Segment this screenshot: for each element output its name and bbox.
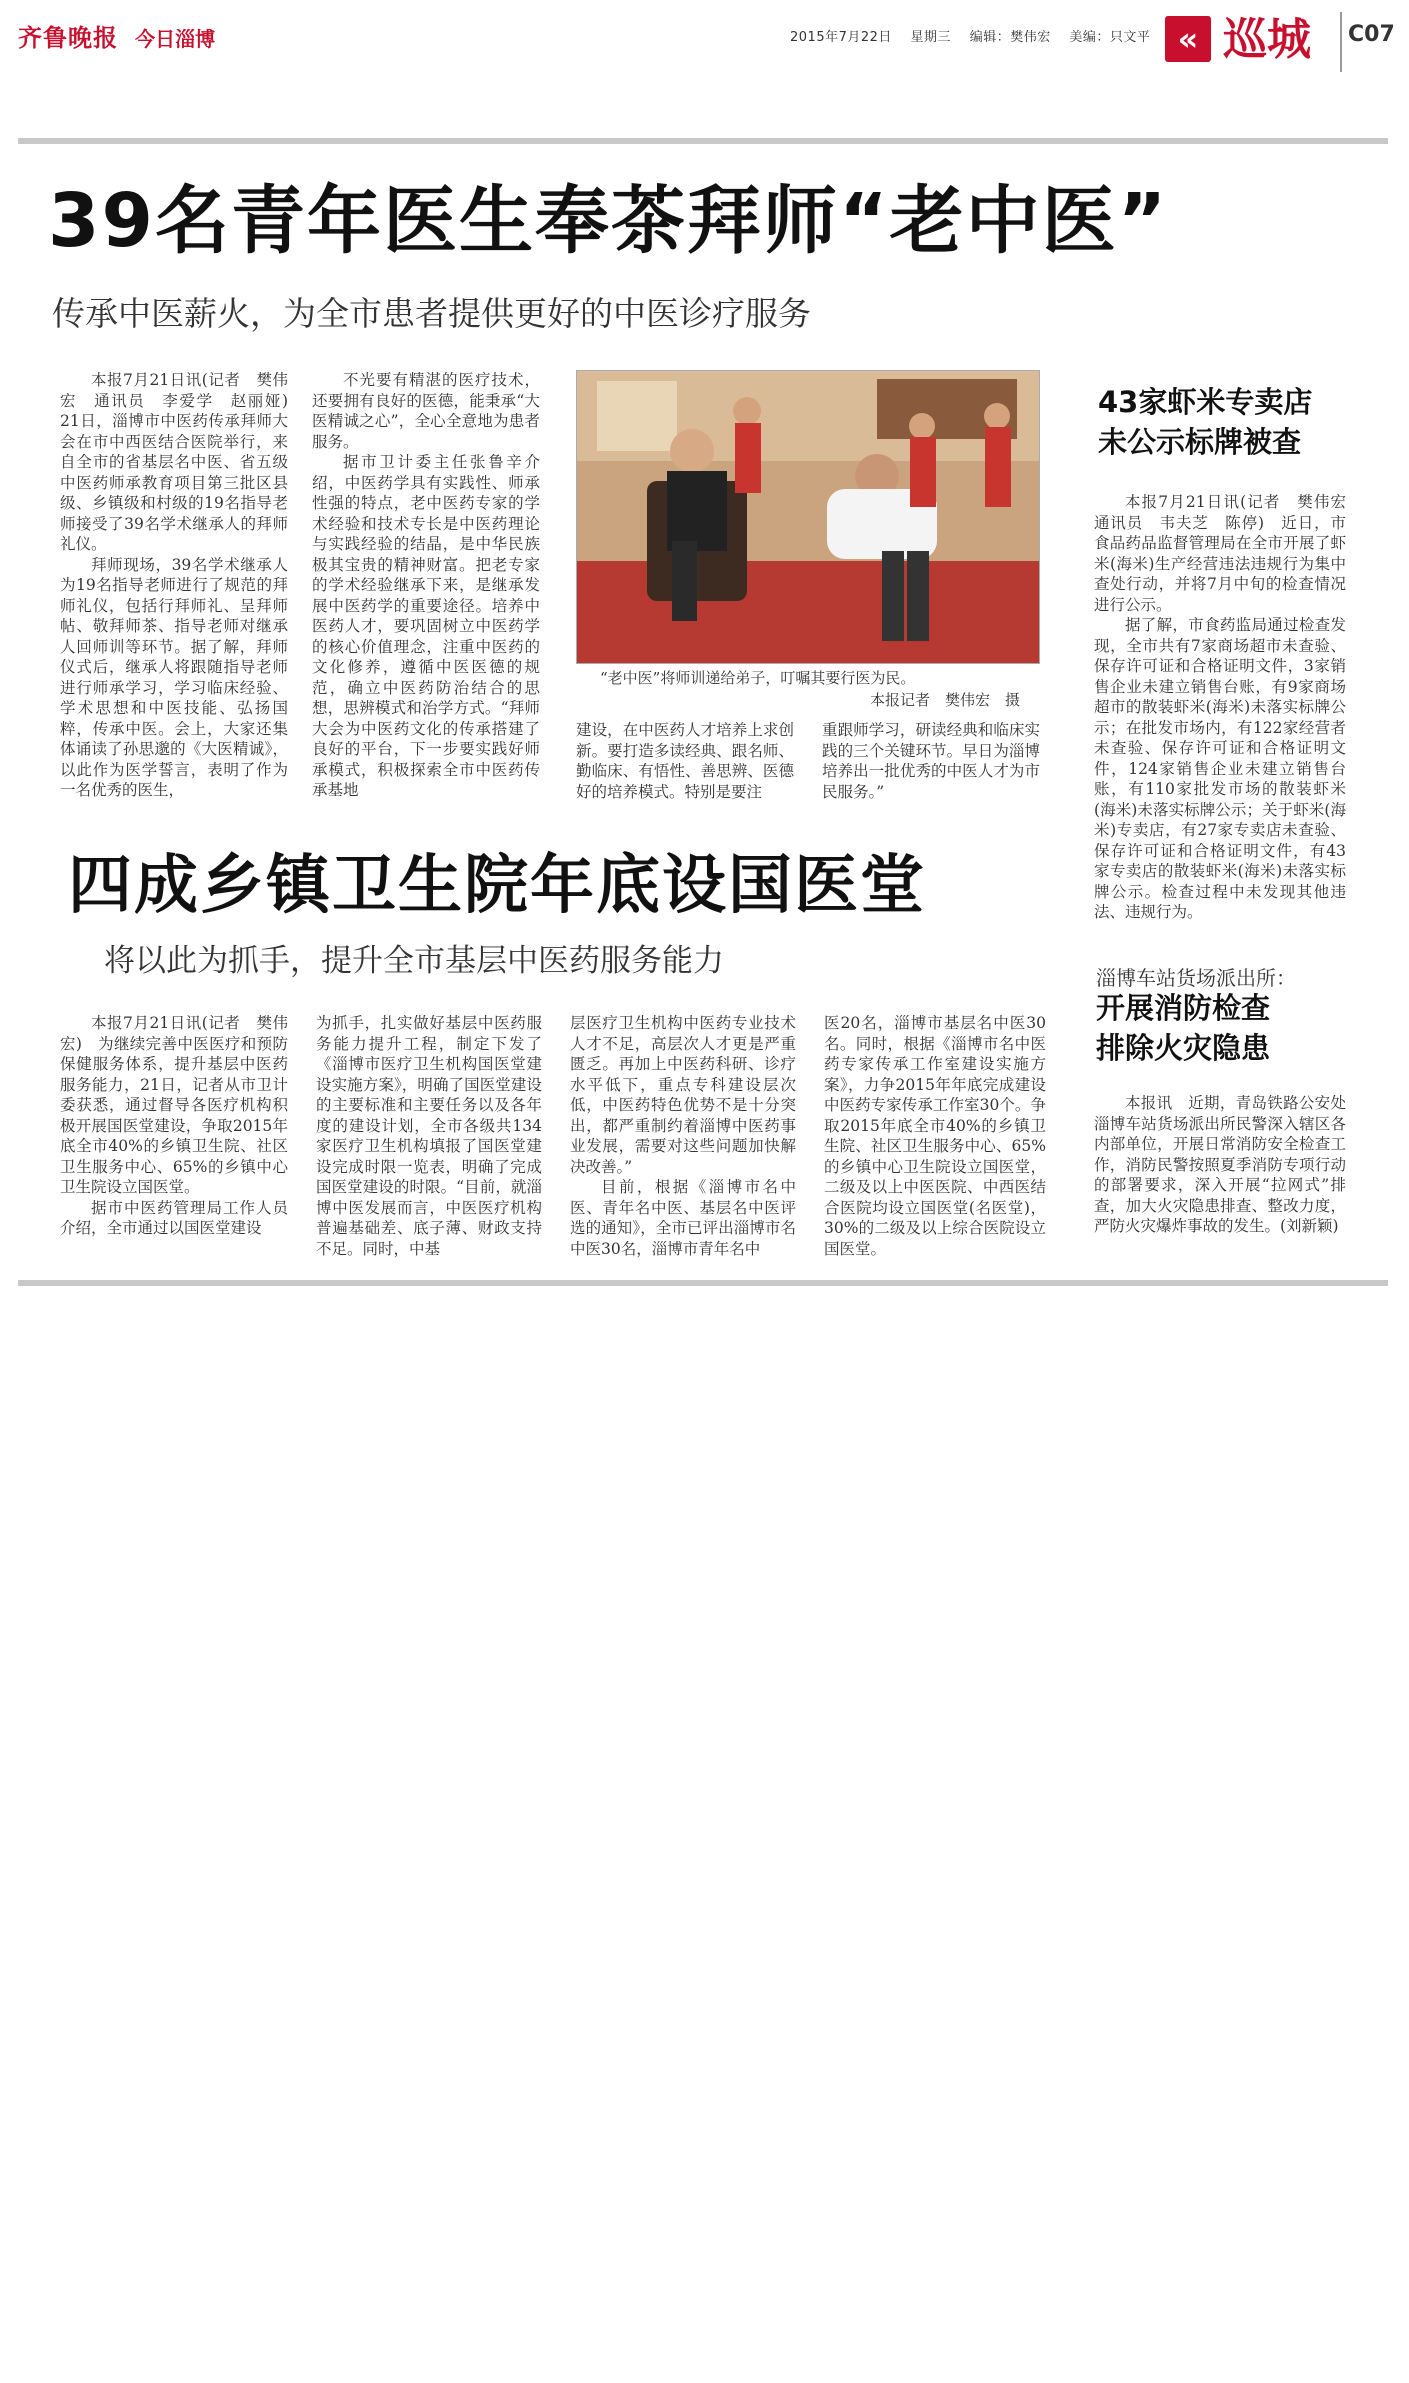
paragraph: 据市中医药管理局工作人员介绍，全市通过以国医堂建设 <box>60 1198 288 1237</box>
side2-kicker: 淄博车站货场派出所： <box>1096 966 1296 990</box>
side1-title-line2: 未公示标牌被查 <box>1098 425 1302 459</box>
chevron-left-icon: « <box>1165 16 1211 62</box>
photo-credit: 本报记者 樊伟宏 摄 <box>870 691 1021 709</box>
paragraph: 本报7月21日讯(记者 樊伟宏 通讯员 李爱学 赵丽娅) 21日，淄博市中医药传承拜师大会在市中西医结合医院举行，来自全市的省基层名中医、省五级中医药师承教育项目第三批区县级、乡镇级和村级的19名指导老师接受了39名学术继承人的拜师礼仪。 <box>60 371 304 553</box>
article1-subhead: 传承中医薪火，为全市患者提供更好的中医诊疗服务 <box>52 294 811 333</box>
dateline-editor: 编辑：樊伟宏 <box>969 30 1051 45</box>
paragraph: 本报讯 近期，青岛铁路公安处淄博车站货场派出所民警深入辖区各内部单位，开展日常消防安全检查工作，消防民警按照夏季消防专项行动的部署要求，深入开展“拉网式”排查，加大火灾隐患排查、整改力度，严防火灾爆炸事故的发生。(刘新颖) <box>1094 1094 1346 1235</box>
paragraph: 为抓手，扎实做好基层中医药服务能力提升工程，制定下发了《淄博市医疗卫生机构国医堂建设实施方案》，明确了国医堂建设的主要标准和主要任务以及各年度的建设计划，全市各级共134家医疗卫生机构填报了国医堂建设完成时限一览表，明确了完成国医堂建设的时限。“目前，就淄博中医发展而言，中医医疗机构普遍基础差、底子薄、财政支持不足。同时，中基 <box>316 1014 542 1258</box>
dateline <box>790 26 1164 45</box>
paragraph: 层医疗卫生机构中医药专业技术人才不足，高层次人才更是严重匮乏。再加上中医药科研、诊疗水平低下，重点专科建设层次低，中医药特色优势不是十分突出，都严重制约着淄博中医药事业发展，需要对这些问题加快解决改善。” <box>570 1014 796 1176</box>
article2-column-2 <box>316 1013 542 1259</box>
masthead <box>18 18 216 52</box>
paragraph: 据了解，市食药监局通过检查发现，全市共有7家商场超市未查验、保存许可证和合格证明文件，3家销售企业未建立销售台账，有9家商场超市的散装虾米(海米)未落实标牌公示；在批发市场内，有122家经营者未查验、保存许可证和合格证明文件，124家销售企业未建立销售台账，有110家批发市场的散装虾米(海米)未落实标牌公示；关于虾米(海米)专卖店，有27家专卖店未查验、保存许可证和合格证明文件，有43家专卖店的散装虾米(海米)未落实标牌公示。检查过程中未发现其他违法、违规行为。 <box>1094 616 1346 921</box>
article1-column-4 <box>822 720 1040 802</box>
paragraph: 建设，在中医药人才培养上求创新。要打造多读经典、跟名师、勤临床、有悟性、善思辨、医德好的培养模式。特别是要注 <box>576 721 794 801</box>
section-tag <box>1165 12 1325 70</box>
side2-body <box>1094 1093 1346 1237</box>
paragraph: 不光要有精湛的医疗技术，还要拥有良好的医德，能秉承“大医精诚之心”，全心全意地为患者服务。 <box>312 371 540 451</box>
article2-column-4 <box>824 1013 1046 1259</box>
article2-headline: 四成乡镇卫生院年底设国医堂 <box>68 849 926 923</box>
side2-title-line2: 排除火灾隐患 <box>1096 1031 1271 1065</box>
article1-column-2 <box>312 370 540 801</box>
bottom-rule <box>18 1280 1388 1286</box>
dateline-weekday: 星期三 <box>910 30 952 45</box>
side2-title <box>1096 988 1376 1068</box>
header-divider <box>1340 12 1342 72</box>
paragraph: 重跟师学习，研读经典和临床实践的三个关键环节。早日为淄博培养出一批优秀的中医人才为市民服务。” <box>822 721 1040 801</box>
photo-caption: “老中医”将师训递给弟子，叮嘱其要行医为民。 <box>600 669 916 687</box>
paragraph: 医20名，淄博市基层名中医30名。同时，根据《淄博市名中医药专家传承工作室建设实施方案》，力争2015年年底完成建设中医药专家传承工作室30个。争取2015年底全市40%的乡镇卫生院、社区卫生服务中心、65%的乡镇中心卫生院设立国医堂，二级及以上中医医院、中西医结合医院均设立国医堂(名医堂)，30%的二级及以上综合医院设立国医堂。 <box>824 1014 1046 1258</box>
dateline-date: 2015年7月22日 <box>790 30 892 45</box>
article1-headline: 39名青年医生奉茶拜师“老中医” <box>48 178 1169 264</box>
photo-scene <box>577 371 1039 663</box>
dateline-designer: 美编：只文平 <box>1069 30 1151 45</box>
article2-column-3 <box>570 1013 796 1259</box>
paragraph: 据市卫计委主任张鲁辛介绍，中医药学具有实践性、师承性强的特点，老中医药专家的学术经验和技术专长是中医药理论与实践经验的结晶，是中华民族极其宝贵的精神财富。把老专家的学术经验继承下来，是继承发展中医药学的重要途径。培养中医药人才，要巩固树立中医药学的核心价值理念，注重中医药的文化修养，遵循中医医德的规范，确立中医药防治结合的思想，思辨模式和治学方式。“拜师大会为中医药文化的传承搭建了良好的平台，下一步要实践好师承模式，积极探索全市中医药传承基地 <box>312 453 540 799</box>
article1-column-1 <box>60 370 304 801</box>
paragraph: 目前，根据《淄博市名中医、青年名中医、基层名中医评选的通知》，全市已评出淄博市名中医30名，淄博市青年名中 <box>570 1178 796 1258</box>
top-rule <box>18 138 1388 144</box>
article2-subhead: 将以此为抓手，提升全市基层中医药服务能力 <box>104 943 724 979</box>
page-number: C07 <box>1348 22 1395 47</box>
section-name: 巡城 <box>1223 14 1311 65</box>
side1-body <box>1094 492 1362 923</box>
paragraph: 本报7月21日讯(记者 樊伟宏 通讯员 韦夫芝 陈停) 近日，市食品药品监督管理局在全市开展了虾米(海米)生产经营违法违规行为集中查处行动，并将7月中旬的检查情况进行公示。 <box>1094 493 1362 614</box>
side1-title <box>1098 382 1378 462</box>
paragraph: 本报7月21日讯(记者 樊伟宏) 为继续完善中医医疗和预防保健服务体系，提升基层中医药服务能力，21日，记者从市卫计委获悉，通过督导各医疗机构积极开展国医堂建设，争取2015年底全市40%的乡镇卫生院、社区卫生服务中心、65%的乡镇中心卫生院设立国医堂。 <box>60 1014 288 1196</box>
side1-title-line1: 43家虾米专卖店 <box>1098 385 1313 419</box>
article1-photo <box>576 370 1040 664</box>
article1-column-3 <box>576 720 794 802</box>
masthead-name: 齐鲁晚报 <box>18 23 118 52</box>
masthead-sub: 今日淄博 <box>135 27 216 51</box>
article2-column-1 <box>60 1013 288 1239</box>
paragraph: 拜师现场，39名学术继承人为19名指导老师进行了规范的拜师礼仪，包括行拜师礼、呈拜师帖、敬拜师茶、指导老师对继承人回师训等环节。据了解，拜师仪式后，继承人将跟随指导老师进行师承学习，学习临床经验、学术思想和中医技能、弘扬国粹，传承中医。会上，大家还集体诵读了孙思邈的《大医精诚》，以此作为医学誓言，表明了作为一名优秀的医生， <box>60 555 288 799</box>
side2-title-line1: 开展消防检查 <box>1096 991 1271 1025</box>
